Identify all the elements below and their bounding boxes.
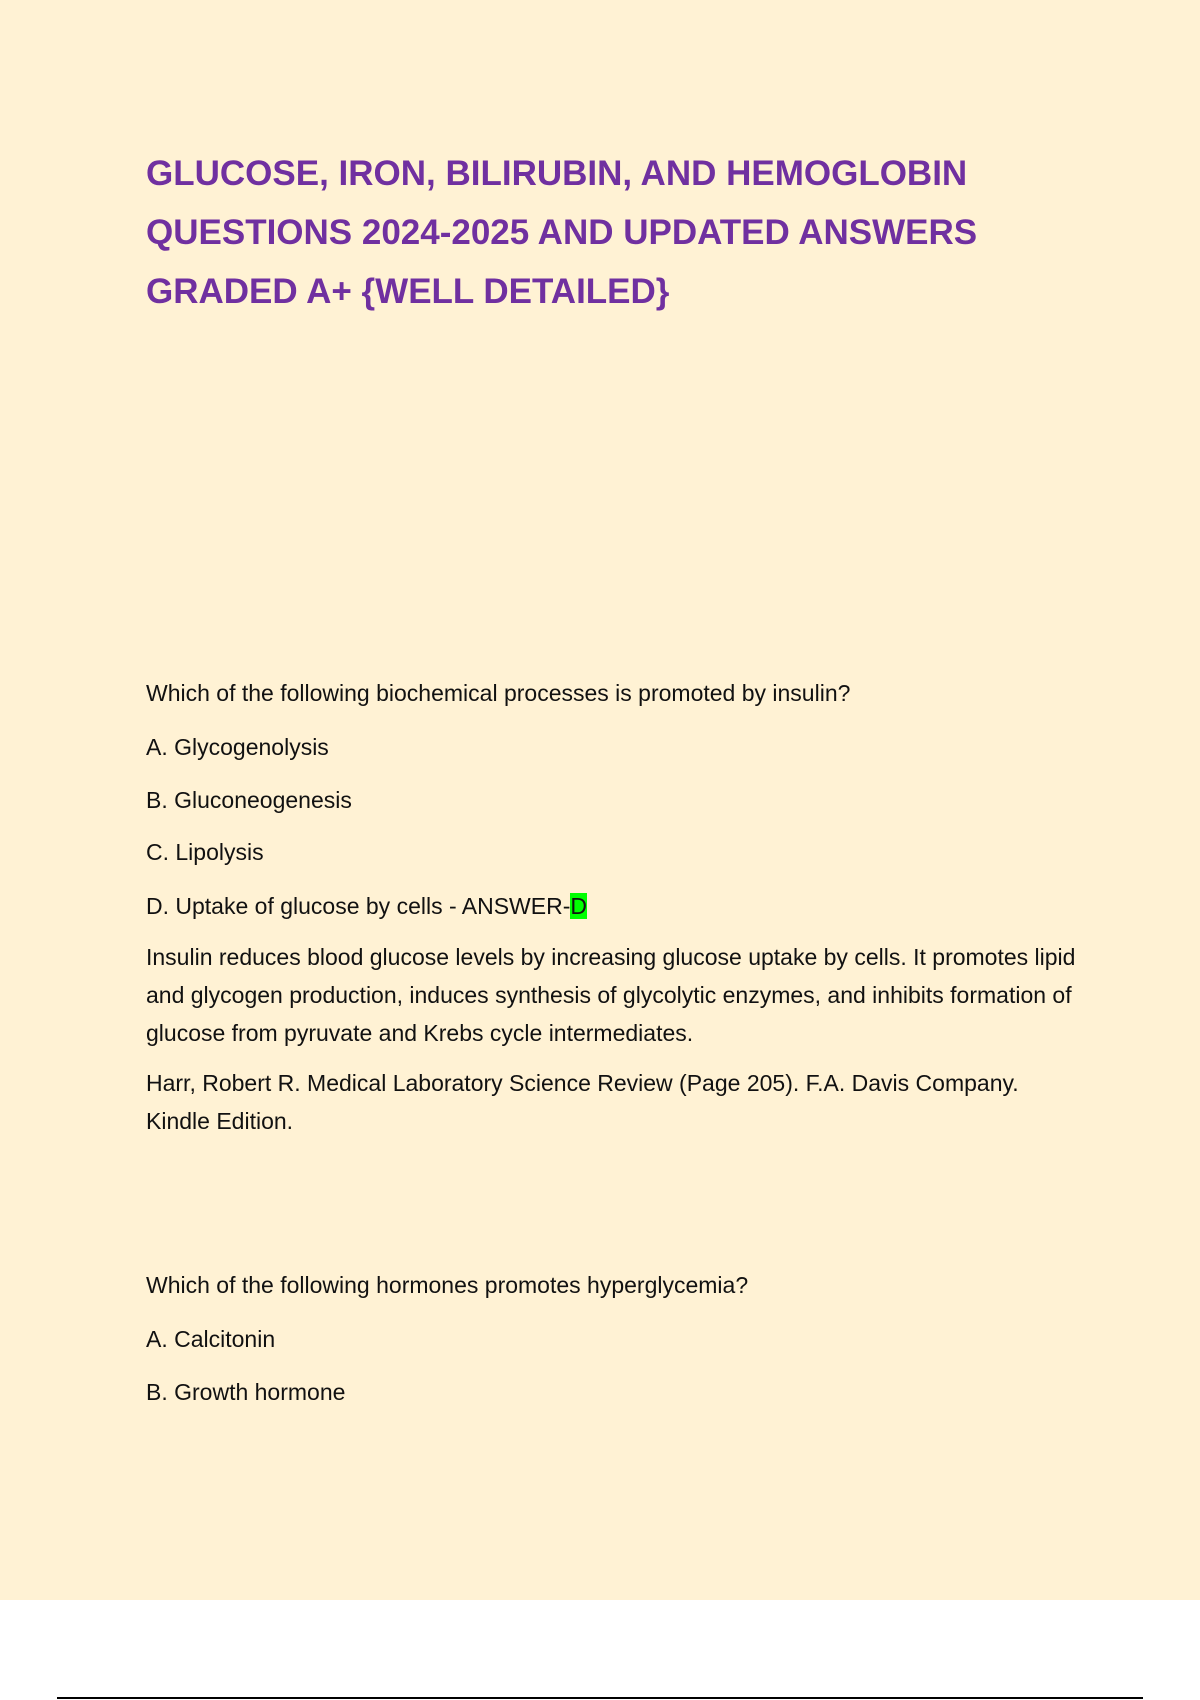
question-1-answer: D — [570, 893, 587, 919]
question-1-option-d — [146, 893, 587, 920]
question-1-explanation: Insulin reduces blood glucose levels by increasing glucose uptake by cells. It promotes lipid and glycogen production, induces synthesis of glycolytic enzymes, and inhibits formation of glucose from pyruvate and Krebs cycle intermediates. — [146, 944, 1076, 1046]
question-1-option-c: C. Lipolysis — [146, 839, 264, 865]
footer-divider — [57, 1697, 1143, 1699]
question-1-reference: Harr, Robert R. Medical Laboratory Science Review (Page 205). F.A. Davis Company. Kindle Edition. — [146, 1070, 1019, 1134]
question-1-option-d-text: D. Uptake of glucose by cells - ANSWER- — [146, 893, 571, 919]
question-1-text: Which of the following biochemical processes is promoted by insulin? — [146, 680, 851, 706]
document-title: GLUCOSE, IRON, BILIRUBIN, AND HEMOGLOBIN QUESTIONS 2024-2025 AND UPDATED ANSWERS GRADED A+ {WELL DETAILED} — [146, 154, 978, 311]
question-1-option-a: A. Glycogenolysis — [146, 734, 329, 760]
question-1-option-b: B. Gluconeogenesis — [146, 787, 352, 813]
question-2-option-b: B. Growth hormone — [146, 1379, 346, 1405]
question-2-option-a: A. Calcitonin — [146, 1326, 276, 1352]
question-2-text: Which of the following hormones promotes hyperglycemia? — [146, 1272, 749, 1298]
